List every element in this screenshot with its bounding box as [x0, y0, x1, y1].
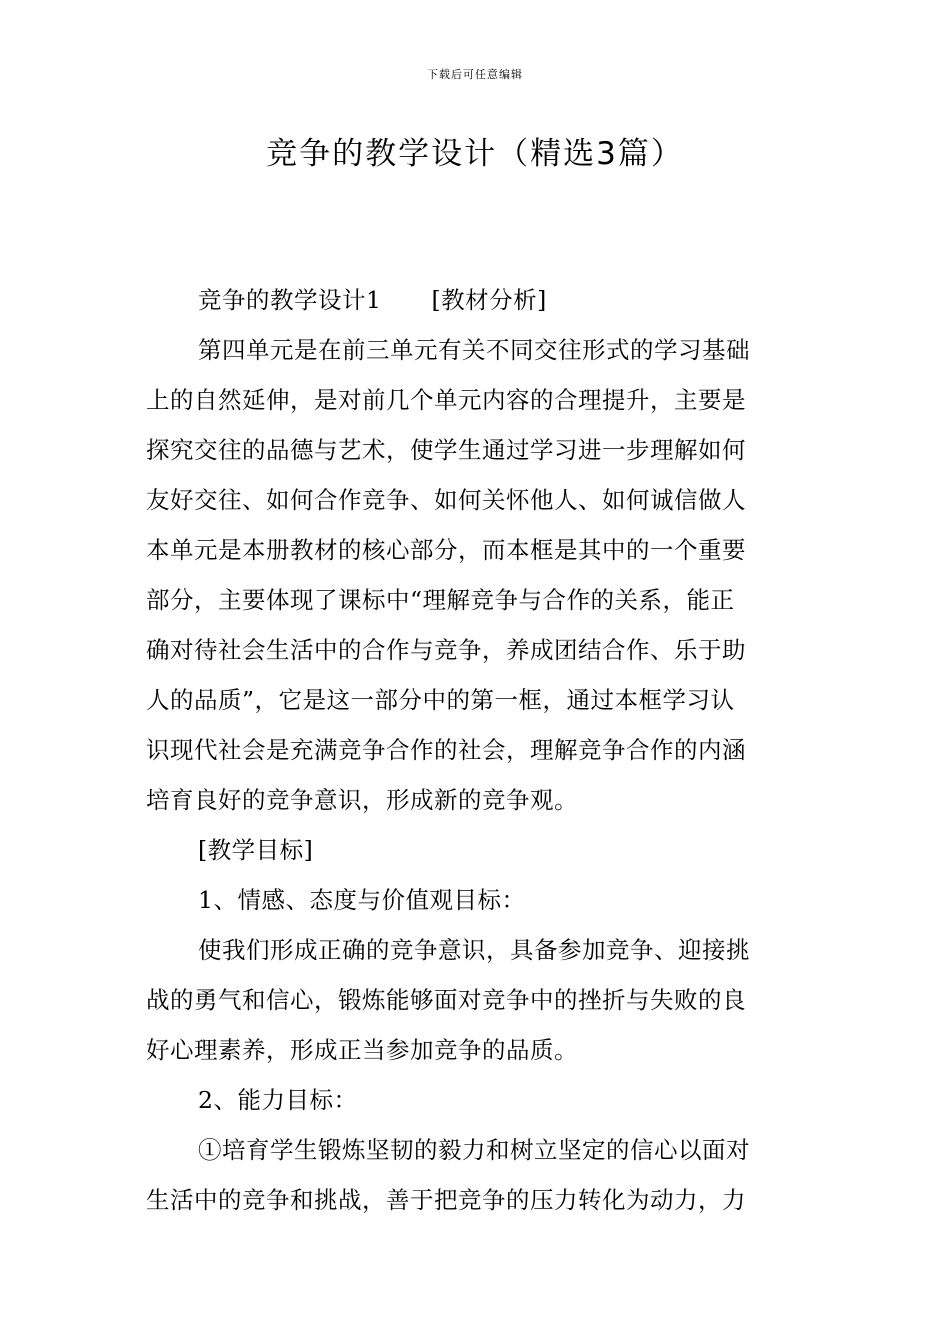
paragraph-line: 识现代社会是充满竞争合作的社会，理解竞争合作的内涵 [146, 736, 746, 764]
paragraph-line: 战的勇气和信心，锻炼能够面对竞争中的挫折与失败的良 [146, 986, 746, 1014]
paragraph-line: 生活中的竞争和挑战，善于把竞争的压力转化为动力，力 [146, 1186, 746, 1214]
section-heading: [教学目标] [198, 836, 314, 864]
paragraph-line: 友好交往、如何合作竞争、如何关怀他人、如何诚信做人 [146, 486, 746, 514]
paragraph-line: 本单元是本册教材的核心部分，而本框是其中的一个重要 [146, 536, 746, 564]
header-note: 下载后可任意编辑 [427, 68, 523, 81]
document-title: 竞争的教学设计（精选3篇） [266, 136, 684, 172]
paragraph-line: 培育良好的竞争意识，形成新的竞争观。 [146, 786, 578, 814]
paragraph-line: 上的自然延伸，是对前几个单元内容的合理提升，主要是 [146, 386, 746, 414]
paragraph-line: 第四单元是在前三单元有关不同交往形式的学习基础 [198, 336, 750, 364]
heading-tag: [教材分析] [431, 286, 547, 314]
heading-title: 竞争的教学设计1 [198, 286, 382, 314]
paragraph-line: ①培育学生锻炼坚韧的毅力和树立坚定的信心以面对 [198, 1136, 750, 1164]
paragraph-line: 使我们形成正确的竞争意识，具备参加竞争、迎接挑 [198, 936, 750, 964]
paragraph-line: 人的品质”，它是这一部分中的第一框，通过本框学习认 [146, 686, 735, 714]
paragraph-line: 探究交往的品德与艺术，使学生通过学习进一步理解如何 [146, 436, 746, 464]
subsection-heading: 1、情感、态度与价值观目标： [198, 886, 526, 914]
section-heading [146, 282, 808, 332]
paragraph-line: 确对待社会生活中的合作与竞争，养成团结合作、乐于助 [146, 636, 746, 664]
subsection-heading: 2、能力目标： [198, 1086, 358, 1114]
paragraph-line: 好心理素养，形成正当参加竞争的品质。 [146, 1036, 578, 1064]
paragraph-line: 部分，主要体现了课标中“理解竞争与合作的关系，能正 [146, 586, 735, 614]
document-body [146, 282, 808, 1232]
